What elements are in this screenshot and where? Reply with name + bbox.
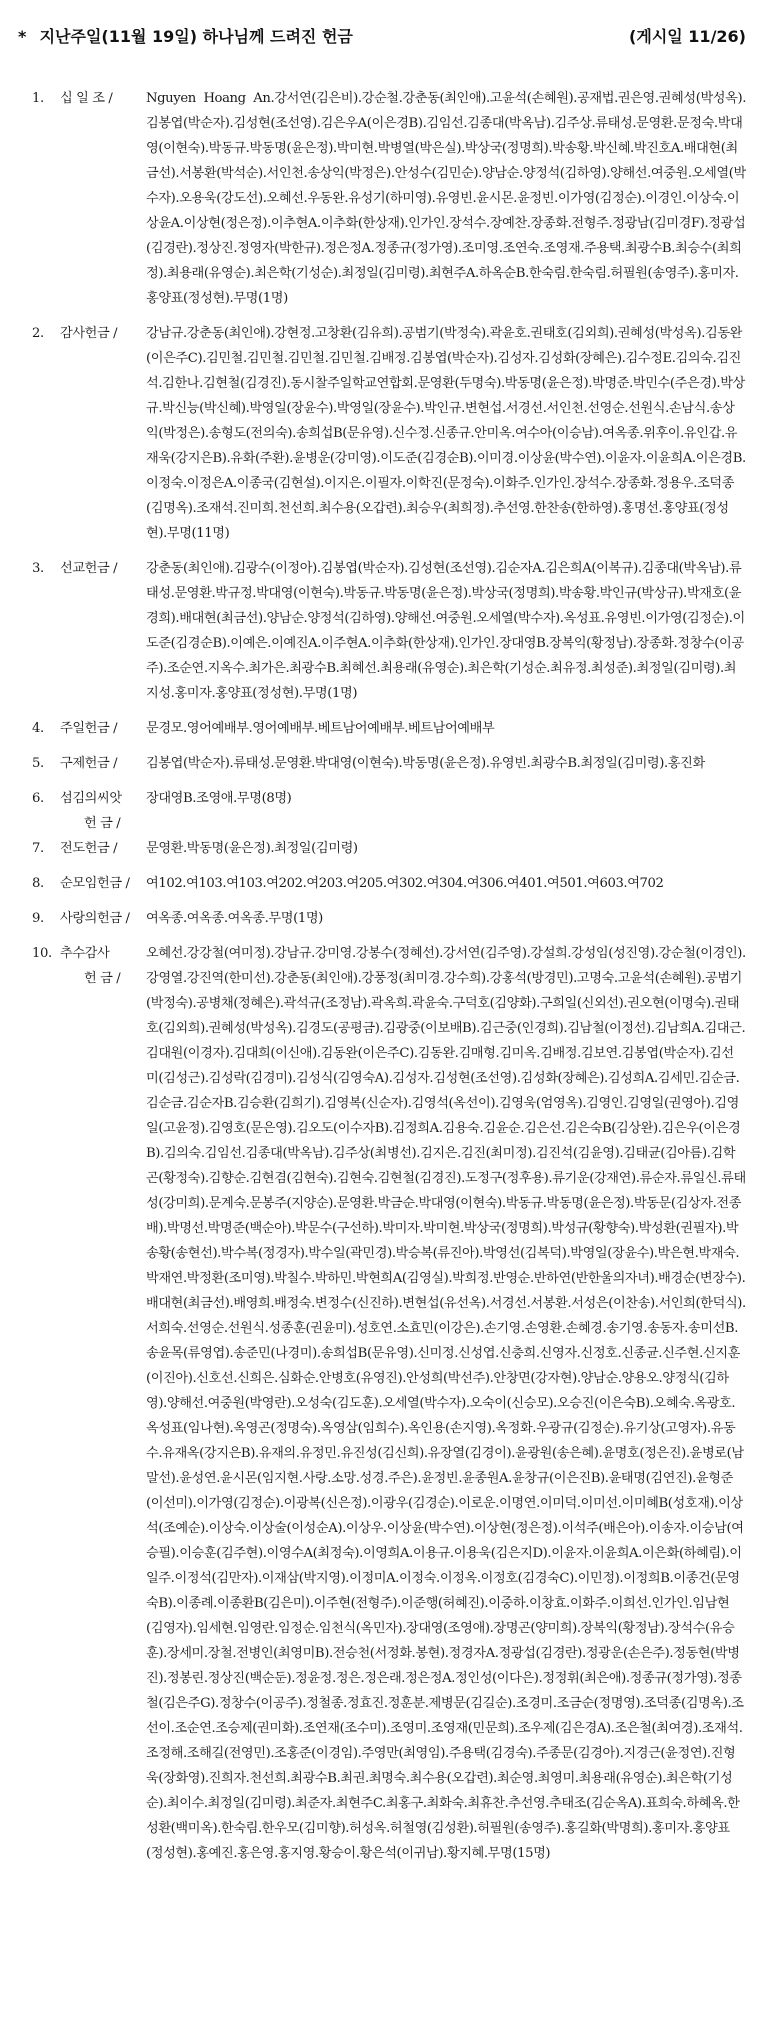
item-number: 6. (32, 791, 44, 806)
offering-tithe (32, 86, 746, 311)
donor-list: 여102.여103.여103.여202.여203.여205.여302.여304.여306.여401.여501.여603.여702 (146, 876, 664, 891)
item-label-line2: 헌 금 / (84, 971, 121, 986)
donor-list: 오혜선.강강철(여미정).강남규.강미영.강봉수(정혜선).강서연(김주영).강설희.강성임(성진영).강순철(이경인).강영열.강진역(한미선).강춘동(최인애).강풍정(최미경.강수희).강홍석(방경민).고명숙.고윤석(손혜원).공범기(박정숙).공병채(정혜은).곽석규(조정남).곽옥희.곽윤숙.구덕호(김양화).구희일(신외선).권오현(이명숙).권태호(김외희).권혜성(박성옥).김경도(공평금).김광중(이보배B).김근중(인경희).김남철(이정선).김남희A.김대근.김대원(이경자).김대희(이신애).김동완(이은주C).김동완.김매형.김미옥.김배정.김보연.김봉엽(박순자).김선미(김성근).김성락(김경미).김성식(김영숙A).김성자.김성현(조선영).김성화(장혜은).김성희A.김세민.김순금.김순금.김순자B.김승환(김희기).김영복(신순자).김영석(옥선이).김영욱(엄영옥).김영인.김영일(권영아).김영일(고윤정).김영호(문은영).김오도(이수자B).김정희A.김용숙.김윤순.김은선.김은숙B(김상완).김은우(이은경B).김의숙.김임선.김종대(박옥남).김주상(최병선).김지은.김진(최미정).김진석(김윤영).김태균(김아름).김학곤(황정숙).김향순.김현겸(김현숙).김현숙.김현철(김경진).도정구(정후용).류기운(강재연).류순자.류일신.류태성(강미희).문계숙.문봉주(지양순).문영환.박금순.박대영(이현숙).박동규.박동명(윤은정).박동문(김상자.전종배).박명선.박명준(백순아).박문수(구선하).박미자.박미현.박상국(정명희).박성규(황향숙).박성환(권필자).박송황(송현선).박수복(정경자).박수일(곽민경).박승복(류진아).박영선(김복덕).박영일(장윤수).박은현.박재숙.박재연.박정환(조미영).박칠수.박하민.박현희A(김영실).박희정.반영순.반하연(반한울의자녀).배경순(변장수).배대현(최금선).배영희.배정숙.변정수(신진하).변현섭(유선옥).서경선.서봉환.서성은(이찬송).서인희(한덕식).서희숙.선영순.선원식.성종훈(권윤미).성호연.소효민(이강은).손기영.손영환.손혜경.송기영.송동자.송미선B.송윤목(류영엽).송준민(나경미).송희섭B(문유영).신미정.신성엽.신충희.신영자.신정호.신종균.신주현.신지훈(이진아).신호선.신희은.심화순.안병호(유영진).안성희(박선주).안창면(강자현).양남순.양용오.양정식(김하영).양해선.여중원(박영란).오성숙(김도훈).오세열(박수자).오숙이(신승모).오승진(이은숙B).오혜숙.옥광호.옥성표(임나현).옥영곤(정명숙).옥영삼(임희수).옥인용(손지영).옥정화.우광규(김정순).유기상(고영자).유동수.유재옥(강지은B).유재의.유정민.유진성(김신희).유장열(김경이).윤광원(송은혜).윤명호(정은진).윤병로(남말선).윤성연.윤시몬(임지현.사랑.소망.성경.주은).윤정빈.윤종원A.윤창규(이은진B).윤태명(김연진).윤형준(이선미).이가영(김정순).이광복(신은정).이광우(김경순).이로운.이명연.이미덕.이미선.이미혜B(성호재).이상석(조예순).이상숙.이상술(이성순A).이상우.이상윤(박수연).이상현(정은정).이석주(배은아).이송자.이승남(여승필).이승훈(김주현).이영수A(최정숙).이영희A.이용규.이용욱(김은지D).이윤자.이윤희A.이은화(하혜림).이일주.이정석(김만자).이재삼(박지영).이정미A.이정숙.이정옥.이정호(김경숙C).이민정).이정희B.이종건(문영숙B).이종례.이종환B(김은미).이주현(전형주).이준행(허혜진).이중하.이창효.이화주.이희선.인가인.임남현(김영자).임세현.임영란.임정순.임천식(옥민자).장대영(조영애).장명곤(양미희).장복익(황정남).장석수(유승훈).장세미.장철.전병인(최영미B).전승천(서정화.봉현).정경자A.정광섭(김경란).정광운(손은주).정동현(박병진).정봉린.정상진(백순둔).정윤정.정은.정은래.정은정A.정인성(이다은).정정휘(최은애).정종규(정가영).정종철(김은주G).정창수(이공주).정철종.정효진.정훈분.제병문(김길순).조경미.조금순(정명영).조덕종(김명옥).조선이.조순연.조승제(권미화).조연재(조수미).조영미.조영재(민문희).조우제(김은경A).조은철(최여경).조재석.조정해.조해길(전영민).조홍준(이경임).주영만(최영임).주용택(김경숙).주종문(김경아).지경근(윤정연).진형욱(장화영).진희자.천선희.최광수B.최권.최명숙.최수용(오갑련).최순영.최영미.최용래(유영순).최은학(기성순).최이수.최정일(김미령).최준자.최현주C.최홍구.최화숙.최휴찬.추선영.추태조(김순옥A).표희숙.하혜옥.한성환(백미옥).한숙림.한우모(김미향).허성옥.허철영(김성환).허필원(송영주).홍길화(박명희).홍미자.홍양표(정성현).홍예진.홍은영.홍지영.황승이.황은석(이귀남).황지혜.무명(15명) (146, 946, 746, 1861)
offering-love (32, 906, 746, 931)
item-number: 10. (32, 946, 52, 961)
item-number: 1. (32, 91, 44, 106)
item-number: 2. (32, 326, 44, 341)
donor-list: 문경모.영어예배부.영어예배부.베트남어예배부.베트남어예배부 (146, 721, 495, 736)
item-label: 십 일 조 / (60, 91, 113, 106)
offering-seed-of-service (32, 786, 746, 836)
item-label-line1: 섬김의씨앗 (60, 791, 122, 806)
donor-list: 문영환.박동명(윤은정).최정일(김미령) (146, 841, 358, 856)
donor-list: 장대영B.조영애.무명(8명) (146, 791, 292, 806)
item-number: 9. (32, 911, 44, 926)
offering-mission (32, 556, 746, 706)
offering-harvest-thanksgiving (32, 941, 746, 1866)
item-label (60, 941, 146, 991)
item-label: 주일헌금 / (60, 721, 118, 736)
donor-list: 김봉엽(박순자).류태성.문영환.박대영(이현숙).박동명(윤은정).유영빈.최광수B.최정일(김미령).홍진화 (146, 756, 705, 771)
item-number: 7. (32, 841, 44, 856)
donor-list: 강남규.강춘동(최인애).강현정.고창환(김유희).공범기(박정숙).곽윤호.권태호(김외희).권혜성(박성옥).김동완(이은주C).김민철.김민철.김민철.김민철.김배정.김봉엽(박순자).김성자.김성화(장혜은).김수정E.김의숙.김진석.김한나.김현철(김경진).동시찰주일학교연합회.문영환(두명숙).박동명(윤은정).박명준.박민수(주은경).박상규.박신능(박신혜).박영일(장윤수).박영일(장윤수).박인규.변현섭.서경선.서인천.선영순.선원식.손남식.송상익(박정은).송형도(전의숙).송희섭B(문유영).신수정.신종규.안미옥.여수아(이승남).여옥종.위후이.유인갑.유재욱(강지은B).유화(주환).윤병운(강미영).이도준(김경순B).이미경.이상윤(박수연).이윤자.이윤희A.이은경B.이정숙.이정은A.이종국(김현설).이지은.이필자.이학진(문정숙).이화주.인가인.장석수.장종화.정용우.조덕종(김명옥).조재석.진미희.천선희.최수용(오갑련).최승우(최희정).추선영.한찬송(한하영).홍명선.홍양표(정성현).무명(11명) (146, 326, 746, 541)
item-number: 3. (32, 561, 44, 576)
donor-list: 강춘동(최인애).김광수(이정아).김봉엽(박순자).김성현(조선영).김순자A.김은희A(이복규).김종대(박옥남).류태성.문영환.박규정.박대영(이현숙).박동규.박동명(윤은정).박상국(정명희).박송황.박인규(박상규).박재호(윤경희).배대현(최금선).양남순.양정석(김하영).양해선.여중원.오세열(박수자).옥성표.유영빈.이가영(김정순).이도준(김경순B).이예은.이예진A.이주현A.이추화(한상재).인가인.장대영B.장복익(황정남).장종화.정창수(이공주).조순연.지옥수.최가은.최광수B.최혜선.최용래(유영순).최은학(기성순.최유정.최성준).최정일(김미령).최지성.홍미자.홍양표(정성현).무명(1명) (146, 561, 745, 701)
bullet-mark: * (18, 27, 27, 46)
item-label: 구제헌금 / (60, 756, 118, 771)
item-label: 사랑의헌금 / (60, 911, 130, 926)
item-number: 5. (32, 756, 44, 771)
item-label: 선교헌금 / (60, 561, 118, 576)
donor-list: 여옥종.여옥종.여옥종.무명(1명) (146, 911, 323, 926)
item-label (60, 786, 146, 836)
posting-date: (게시일 11/26) (629, 27, 746, 46)
offering-evangelism (32, 836, 746, 861)
item-label: 전도헌금 / (60, 841, 118, 856)
item-label-line1: 추수감사 (60, 946, 110, 961)
item-label-line2: 헌 금 / (84, 816, 121, 831)
donor-list: Nguyen Hoang An.강서연(김은비).강순철.강춘동(최인애).고윤석(손혜원).공재법.권은영.권혜성(박성옥).김봉엽(박순자).김성현(조선영).김은우A(이은경B).김임선.김종대(박옥남).김주상.류태성.문영환.문정숙.박대영(이현숙).박동규.박동명(윤은정).박미현.박병열(박은실).박상국(정명희).박송황.박신혜.박진호A.배대현(최금선).서봉환(박석순).서인천.송상익(박정은).안성수(김민순).양남순.양정석(김하영).양해선.여중원.오세열(박수자).오용욱(강도선).오혜선.우동완.유성기(하미영).유영빈.윤시몬.윤정빈.이가영(김정순).이경인.이상숙.이상윤A.이상현(정은정).이추현A.이추화(한상재).인가인.장석수.장예찬.장종화.전형주.정광남(김미경F).정광섭(김경란).정상진.정영자(박한규).정은정A.정종규(정가영).조미영.조연숙.조영재.주용택.최광수B.최승수(최희정).최용래(유영순).최은학(기성순).최정일(김미령).최현주A.하옥순B.한숙림.한숙림.허필원(송영주).홍미자.홍양표(정성현).무명(1명) (146, 91, 747, 306)
item-number: 4. (32, 721, 44, 736)
bulletin-header (18, 24, 746, 47)
offering-sunday (32, 716, 746, 741)
page-title: 지난주일(11월 19일) 하나님께 드려진 헌금 (39, 27, 353, 46)
offering-list (32, 86, 746, 1866)
offering-thanksgiving (32, 321, 746, 546)
offering-relief (32, 751, 746, 776)
offering-small-group (32, 871, 746, 896)
item-label: 감사헌금 / (60, 326, 118, 341)
item-label: 순모임헌금 / (60, 876, 130, 891)
item-number: 8. (32, 876, 44, 891)
